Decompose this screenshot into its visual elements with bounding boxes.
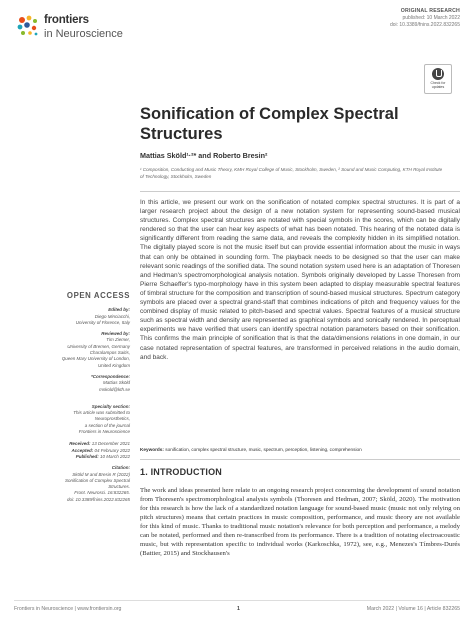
published-date: 10 March 2022 xyxy=(99,453,130,459)
article-type: ORIGINAL RESEARCH xyxy=(400,8,460,14)
article-dates xyxy=(14,441,130,460)
footer-journal[interactable]: Frontiers in Neuroscience | www.frontiersin.org xyxy=(14,606,122,612)
keywords-label: Keywords: xyxy=(140,447,164,452)
citation-text: Front. Neurosci. 16:832265. xyxy=(74,490,130,496)
specialty-text: Frontiers in Neuroscience xyxy=(78,429,130,435)
reviewer-name[interactable]: Charalampos Saitis, xyxy=(89,350,130,356)
keywords-list: sonification, complex spectral structure, music, spectrum, perception, listening, comprehension xyxy=(165,447,362,452)
accepted-label: Accepted: xyxy=(71,447,94,453)
article-title: Sonification of Complex Spectral Structures xyxy=(140,105,399,143)
accepted-date: 04 February 2022 xyxy=(94,447,130,453)
open-access-label: OPEN ACCESS xyxy=(66,291,130,300)
check-for-updates-label: Check for updates xyxy=(430,81,446,89)
specialty-section-label: Specialty section: xyxy=(91,403,130,409)
frontiers-logo-icon xyxy=(14,12,42,40)
citation-doi[interactable]: doi: 10.3389/fnins.2022.832265 xyxy=(66,496,130,502)
logo-text-frontiers: frontiers xyxy=(44,14,89,26)
specialty-text: Neuroprosthetics, xyxy=(94,416,130,422)
update-icon xyxy=(432,68,444,80)
correspondence-email[interactable]: mskold@kth.se xyxy=(99,386,130,392)
footer-divider xyxy=(14,600,460,601)
abstract: In this article, we present our work on the sonification of notated complex spectral structures. It is part of a larger research project about the design of a new notation system for representing sound-based musical structures. Complex spectral structures are notated with special symbols in the scores, which can be digitally rendered so that the user can hear key aspects of what has been notated. This hearing of the notated data is significantly different from reading the same data, and reveals the complexity hidden in its simplified notation. The digitally played score is not the music itself but can provide essential information about the music in ways that can only be obtained in sounding form. The playback needs to be designed so that the user can make relevant sonic readings of the sonified data. The sound notation system used here is an adaptation of Thoresen and Hedman's spectromorphological analysis notation. Symbols originally developed by Lasse Thoresen from Pierre Schaeffer's typo-morphology have in this system been adapted to display measurable spectral features of timbral structure for the composition and transcription of sound-based musical structures. Spectrum category symbols are placed over a spectral grand-staff that combines indications of pitch and frequency values for the combined display of music related to pitch-based and spectral values. Spectral features of a musical structure such as spectral width and density are represented as graphical symbols and sonically rendered. In perceptual experiments we have verified that users can identify spectral notation parameters based on their sonification. This confirms the main principle of sonification that is that the data/dimensions relations in one domain, in our case notated representation of spectral features, are transformed in perceived relations in the audio domain, and back. xyxy=(140,199,460,361)
editor-name[interactable]: Diego Minciacchi, xyxy=(94,313,130,319)
divider xyxy=(140,191,460,192)
published-date: published: 10 March 2022 xyxy=(402,15,460,21)
citation-text: Structures. xyxy=(108,484,130,490)
intro-paragraph: The work and ideas presented here relate to an ongoing research project concerning the development of sound notation from Thoresen's spectromorphological analysis symbols (Thoresen and Hedman, 2007; Sköld, 2020). The motivation for this research is how the lack of a standardized notation language for sound-based music (music not only relying on pitch structures) means that certain practices in music composition, performance, and music theory are not available for this kind of music. Thanks to traditional music notation's relevance for both perception and performance, a melody can be notated, performed and then re-transcribed from its performance. There is a tradition of notating electroacoustic music, but with representation specific to individual works (Karkoschka, 1972), see, e.g., Menezes's Tímbres-Durés (Battier, 2015) and Stockhausen's xyxy=(140,487,460,557)
reviewed-by-label: Reviewed by: xyxy=(101,331,130,337)
reviewer-affiliation: University of Bremen, Germany xyxy=(67,343,130,349)
page-number: 1 xyxy=(237,606,240,612)
keywords xyxy=(140,447,460,452)
editor-affiliation: University of Florence, Italy xyxy=(75,319,130,325)
check-for-updates-button[interactable] xyxy=(424,64,452,94)
divider xyxy=(140,459,460,460)
specialty-text: This article was submitted to xyxy=(73,410,130,416)
citation-label: Citation: xyxy=(111,465,130,471)
reviewer-affiliation: Queen Mary University of London, xyxy=(61,356,130,362)
section-heading: 1. INTRODUCTION xyxy=(140,467,223,477)
correspondence-label: *Correspondence: xyxy=(90,373,130,379)
logo-text-journal: in Neuroscience xyxy=(44,28,123,40)
article-sidebar xyxy=(14,293,130,503)
citation-text: Sköld M and Bresin R (2022) xyxy=(72,471,130,477)
footer-issue: March 2022 | Volume 16 | Article 832265 xyxy=(366,606,460,612)
correspondence-name: Mattias Sköld xyxy=(102,380,130,386)
affiliations: ¹ Composition, Conducting and Music Theory, KMH Royal College of Music, Stockholm, Sweden, ² Sound and Music Computing, KTH Royal Institute of Technology, Stockholm, Sweden xyxy=(140,167,443,179)
article-meta xyxy=(310,8,460,29)
citation-text: Sonification of Complex Spectral xyxy=(64,477,130,483)
journal-logo[interactable] xyxy=(14,10,124,44)
received-label: Received: xyxy=(69,441,91,447)
published-label: Published: xyxy=(75,453,99,459)
author-list[interactable]: Mattias Sköld¹·²* and Roberto Bresin² xyxy=(140,151,268,160)
reviewer-affiliation: United Kingdom xyxy=(97,362,130,368)
edited-by-label: Edited by: xyxy=(108,307,130,313)
reviewer-name[interactable]: Tim Ziemer, xyxy=(106,337,130,343)
specialty-text: a section of the journal xyxy=(84,422,130,428)
doi-link[interactable]: doi: 10.3389/fnins.2022.832265 xyxy=(389,22,460,28)
received-date: 13 December 2021 xyxy=(91,441,130,447)
